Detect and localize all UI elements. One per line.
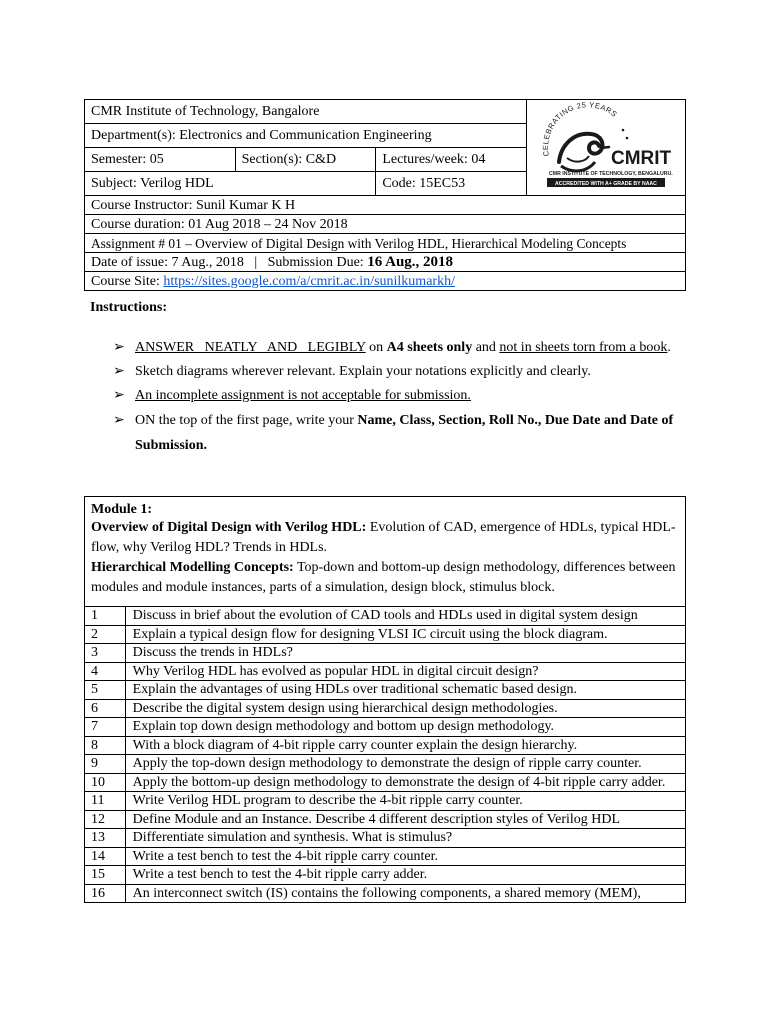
question-text: An interconnect switch (IS) contains the following components, a shared memory (MEM), [125,884,685,903]
table-row [85,644,686,663]
instruction-text: Submission. [135,438,207,453]
table-row [85,625,686,644]
instruction-text: and [472,340,500,355]
semester: Semester: 05 [85,148,236,172]
instruction-text: An incomplete assignment is not acceptable for submission. [135,388,471,403]
table-row [85,866,686,885]
question-number: 1 [85,607,126,626]
course-site [85,272,686,291]
instruction-text: not in sheets torn from a book [499,340,668,355]
question-number: 15 [85,866,126,885]
question-number: 3 [85,644,126,663]
question-text: Apply the bottom-up design methodology to demonstrate the design of 4-bit ripple carry adder. [125,773,685,792]
question-text: Describe the digital system design using hierarchical design methodologies. [125,699,685,718]
table-row [85,810,686,829]
table-row [85,662,686,681]
course-instructor: Course Instructor: Sunil Kumar K H [85,196,686,215]
logo-arc-text: CELEBRATING 25 YEARS [541,100,620,158]
question-number: 9 [85,755,126,774]
course-site-link[interactable]: https://sites.google.com/a/cmrit.ac.in/sunilkumarkh/ [163,273,455,289]
topic-text: Evolution of CAD, emergence of HDLs, typical HDL-flow, why Verilog HDL? Trends in HDLs. [91,520,676,555]
instruction-text: Name, Class, Section, Roll No., Due Date and Date of [357,413,674,428]
issue-and-due-date [85,253,686,272]
table-row [85,829,686,848]
question-number: 8 [85,736,126,755]
instruction-text: A4 sheets only [386,340,473,355]
instruction-text: Sketch diagrams wherever relevant. Explain your notations explicitly and clearly. [135,364,591,379]
question-number: 6 [85,699,126,718]
question-text: Discuss in brief about the evolution of CAD tools and HDLs used in digital system design [125,607,685,626]
table-row [85,718,686,737]
section: Section(s): C&D [235,148,376,172]
arrow-bullet-icon: ➢ [113,340,125,355]
question-text: Explain a typical design flow for designing VLSI IC circuit using the block diagram. [125,625,685,644]
module-intro [85,497,686,607]
swan-logo-icon [531,100,681,190]
module-overview [91,518,679,558]
question-text: Differentiate simulation and synthesis. What is stimulus? [125,829,685,848]
table-row [85,792,686,811]
module-questions-table [84,496,686,903]
question-number: 12 [85,810,126,829]
table-row [85,607,686,626]
instruction-item [113,363,591,380]
question-number: 14 [85,847,126,866]
question-text: With a block diagram of 4-bit ripple carry counter explain the design hierarchy. [125,736,685,755]
table-row [85,847,686,866]
question-number: 4 [85,662,126,681]
module-title: Module 1: [91,502,153,517]
logo-subtitle: CMR INSTITUTE OF TECHNOLOGY, BENGALURU. [549,171,673,177]
instruction-item [113,387,471,404]
subject: Subject: Verilog HDL [85,172,376,196]
question-text: Discuss the trends in HDLs? [125,644,685,663]
assignment-title: Assignment # 01 – Overview of Digital Design with Verilog HDL, Hierarchical Modeling Concepts [85,234,686,253]
svg-text:CELEBRATING 25 YEARS [541,100,619,157]
department: Department(s): Electronics and Communication Engineering [85,124,527,148]
table-row [85,681,686,700]
question-text: Write Verilog HDL program to describe the 4-bit ripple carry counter. [125,792,685,811]
arrow-bullet-icon: ➢ [113,388,125,403]
question-text: Define Module and an Instance. Describe 4 different description styles of Verilog HDL [125,810,685,829]
cmrit-logo [527,100,686,196]
table-row [85,736,686,755]
question-number: 2 [85,625,126,644]
instruction-text: ON the top of the first page, write your [135,413,358,428]
table-row [85,884,686,903]
logo-name: CMRIT [611,148,672,169]
question-text: Explain the advantages of using HDLs over traditional schematic based design. [125,681,685,700]
course-site-label: Course Site: [91,273,164,289]
instruction-text: ANSWER NEATLY AND LEGIBLY [135,340,366,355]
arrow-bullet-icon: ➢ [113,364,125,379]
instructions-heading: Instructions: [90,300,168,315]
topic-label: Hierarchical Modelling Concepts: [91,560,294,575]
table-row [85,773,686,792]
instruction-item [113,339,671,356]
question-number: 16 [85,884,126,903]
question-text: Apply the top-down design methodology to demonstrate the design of ripple carry counter. [125,755,685,774]
table-row [85,699,686,718]
instruction-item [113,412,673,429]
module-hierarchical [91,558,679,598]
question-text: Why Verilog HDL has evolved as popular HDL in digital circuit design? [125,662,685,681]
arrow-bullet-icon: ➢ [113,413,125,428]
course-code: Code: 15EC53 [376,172,527,196]
question-number: 10 [85,773,126,792]
question-number: 7 [85,718,126,737]
question-number: 13 [85,829,126,848]
instruction-text: on [365,340,387,355]
question-number: 11 [85,792,126,811]
instruction-text: . [667,340,671,355]
topic-label: Overview of Digital Design with Verilog HDL: [91,520,367,535]
question-text: Explain top down design methodology and bottom up design methodology. [125,718,685,737]
question-text: Write a test bench to test the 4-bit ripple carry adder. [125,866,685,885]
question-number: 5 [85,681,126,700]
course-info-table [84,99,686,291]
institute-name: CMR Institute of Technology, Bangalore [85,100,527,124]
issue-date-label: Date of issue: 7 Aug., 2018 | Submission Due: [91,254,368,270]
question-text: Write a test bench to test the 4-bit ripple carry counter. [125,847,685,866]
table-row [85,755,686,774]
logo-accreditation: ACCREDITED WITH A+ GRADE BY NAAC [555,181,657,187]
lectures-per-week: Lectures/week: 04 [376,148,527,172]
due-date: 16 Aug., 2018 [367,253,454,270]
course-duration: Course duration: 01 Aug 2018 – 24 Nov 2018 [85,215,686,234]
topic-text: Top-down and bottom-up design methodology, differences between modules and module instances, parts of a simulation, design block, stimulus block. [91,560,676,595]
